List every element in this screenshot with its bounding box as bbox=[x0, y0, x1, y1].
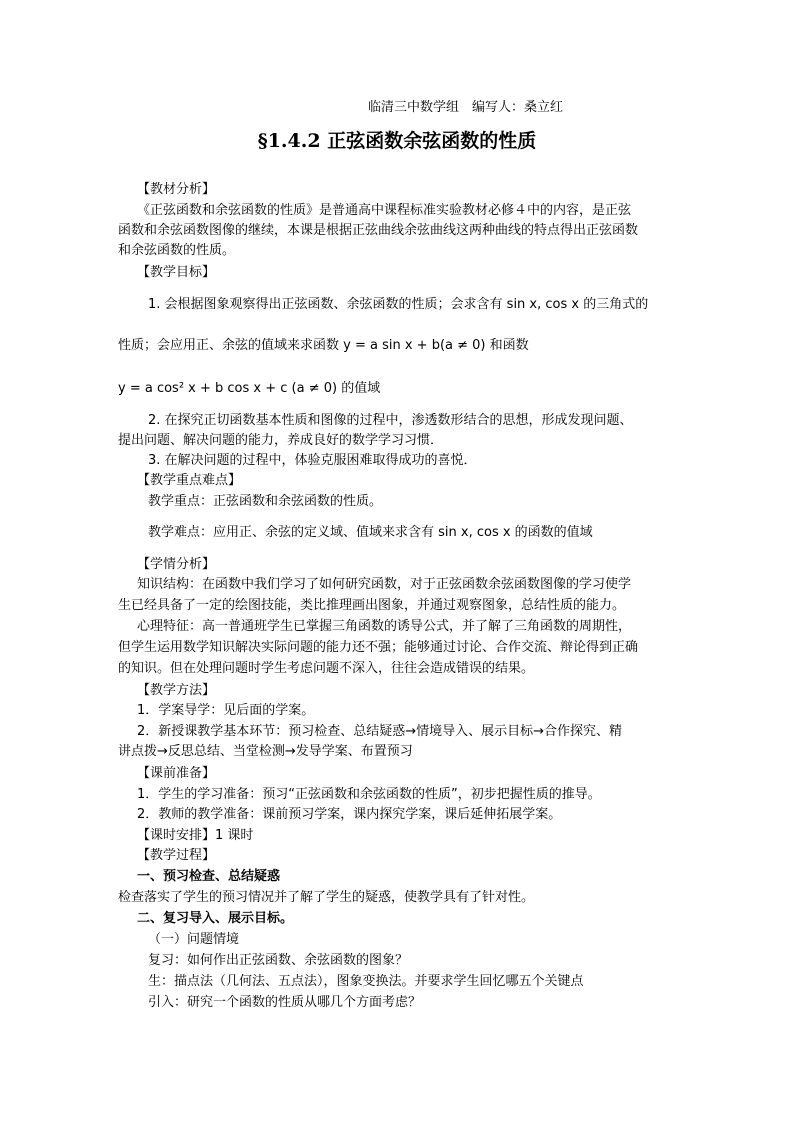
paragraph-line: 教学重点：正弦函数和余弦函数的性质。 bbox=[148, 494, 383, 509]
paragraph-line: 知识结构：在函数中我们学习了如何研究函数，对于正弦函数余弦函数图像的学习使学 bbox=[137, 577, 632, 592]
section-heading: 【课前准备】 bbox=[137, 766, 216, 781]
paragraph-line: 教学难点：应用正、余弦的定义域、值域来求含有 sin x, cos x 的函数的值域 bbox=[148, 525, 593, 540]
paragraph-line: 复习：如何作出正弦函数、余弦函数的图象？ bbox=[148, 953, 409, 968]
paragraph-line: 提出问题、解决问题的能力，养成良好的数学学习习惯． bbox=[118, 433, 444, 448]
paragraph-line: 但学生运用数学知识解决实际问题的能力还不强；能够通过讨论、合作交流、辩论得到正确 bbox=[118, 640, 639, 655]
section-heading: 【教学重点难点】 bbox=[137, 473, 242, 488]
paragraph-line: 的知识。但在处理问题时学生考虑问题不深入，往往会造成错误的结果。 bbox=[118, 661, 535, 676]
paragraph-line: 生已经具备了一定的绘图技能，类比推理画出图象，并通过观察图象，总结性质的能力。 bbox=[118, 598, 626, 613]
paragraph-line: 2. 在探究正切函数基本性质和图像的过程中，渗透数形结合的思想，形成发现问题、 bbox=[148, 413, 633, 428]
paragraph-line: 心理特征：高一普通班学生已掌握三角函数的诱导公式，并了解了三角函数的周期性， bbox=[137, 619, 632, 634]
paragraph-line: 讲点拨→反思总结、当堂检测→发导学案、布置预习 bbox=[118, 744, 413, 759]
paragraph-line: 2．新授课教学基本环节：预习检查、总结疑惑→情境导入、展示目标→合作探究、精 bbox=[137, 724, 623, 739]
paragraph-line: 函数和余弦函数图像的继续，本课是根据正弦曲线余弦曲线这两种曲线的特点得出正弦函数 bbox=[118, 223, 639, 238]
paragraph-line: 《正弦函数和余弦函数的性质》是普通高中课程标准实验教材必修４中的内容，是正弦 bbox=[137, 203, 632, 218]
section-heading: 【教学目标】 bbox=[137, 265, 216, 280]
section-heading: 【教学过程】 bbox=[137, 848, 216, 863]
paragraph-line: 性质；会应用正、余弦的值域来求函数 y = a sin x + b(a ≠ 0) 和函数 bbox=[118, 338, 529, 353]
paragraph-line: 和余弦函数的性质。 bbox=[118, 243, 236, 258]
paragraph-line: （一）问题情境 bbox=[148, 932, 240, 947]
section-heading: 【教材分析】 bbox=[137, 182, 216, 197]
header-author: 临清三中数学组 编写人：桑立红 bbox=[368, 100, 564, 115]
paragraph-line: 3. 在解决问题的过程中，体验克服困难取得成功的喜悦． bbox=[148, 453, 477, 468]
page-title: §1.4.2 正弦函数余弦函数的性质 bbox=[257, 130, 537, 152]
paragraph-line: 检查落实了学生的预习情况并了解了学生的疑惑，使教学具有了针对性。 bbox=[118, 890, 535, 905]
section-heading: 【课时安排】1 课时 bbox=[137, 828, 254, 843]
paragraph-line: 1．学生的学习准备：预习“正弦函数和余弦函数的性质”，初步把握性质的推导。 bbox=[137, 787, 601, 802]
subsection-heading: 一、预习检查、总结疑惑 bbox=[137, 869, 281, 884]
paragraph-line: 1．学案导学：见后面的学案。 bbox=[137, 703, 315, 718]
paragraph-line: 引入：研究一个函数的性质从哪几个方面考虑？ bbox=[148, 995, 422, 1010]
formula-line: y = a cos² x + b cos x + c (a ≠ 0) 的值域 bbox=[118, 381, 381, 396]
paragraph-line: 生：描点法（几何法、五点法），图象变换法。并要求学生回忆哪五个关键点 bbox=[148, 974, 584, 989]
paragraph-line: 2．教师的教学准备：课前预习学案，课内探究学案，课后延伸拓展学案。 bbox=[137, 807, 562, 822]
section-heading: 【教学方法】 bbox=[137, 683, 216, 698]
subsection-heading: 二、复习导入、展示目标。 bbox=[137, 911, 294, 926]
section-heading: 【学情分析】 bbox=[137, 557, 216, 572]
paragraph-line: 1. 会根据图象观察得出正弦函数、余弦函数的性质；会求含有 sin x, cos x 的三角式的 bbox=[148, 297, 649, 312]
